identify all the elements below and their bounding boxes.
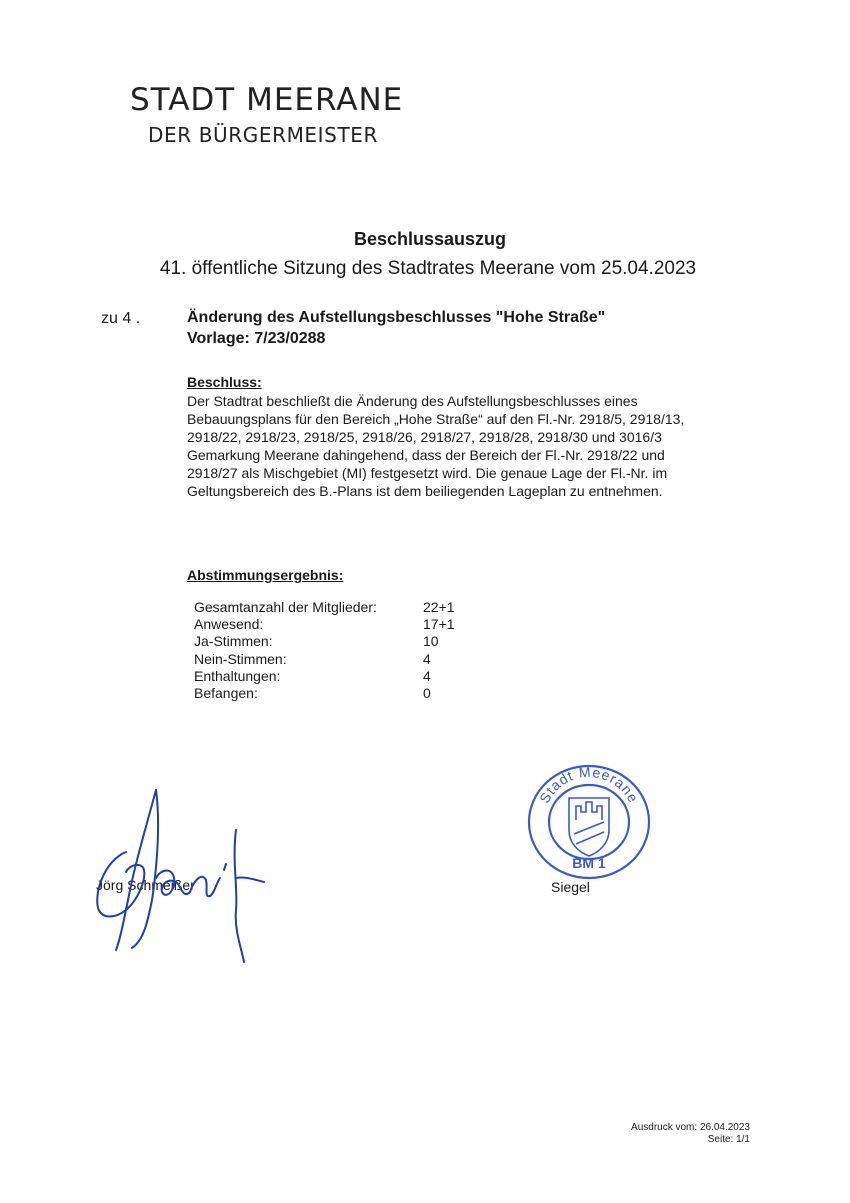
handwritten-signature xyxy=(86,780,286,980)
agenda-item-number: zu 4 . xyxy=(101,310,141,327)
office-subheading: DER BÜRGERMEISTER xyxy=(148,123,379,147)
resolution-line: Der Stadtrat beschließt die Änderung des Aufstellungsbeschlusses eines xyxy=(187,393,638,409)
print-date: Ausdruck vom: 26.04.2023 xyxy=(631,1122,750,1133)
vote-row-present xyxy=(194,616,455,633)
vote-heading: Abstimmungsergebnis: xyxy=(187,567,344,583)
seal-label: Siegel xyxy=(551,879,590,895)
vote-value: 22+1 xyxy=(423,599,455,615)
resolution-line: 2918/27 als Mischgebiet (MI) festgesetzt wird. Die genaue Lage der Fl.-Nr. im xyxy=(187,465,668,481)
resolution-line: Bebauungsplans für den Bereich „Hohe Straße“ auf den Fl.-Nr. 2918/5, 2918/13, xyxy=(187,411,685,427)
resolution-line: Gemarkung Meerane dahingehend, dass der Bereich der Fl.-Nr. 2918/22 und xyxy=(187,447,665,463)
agenda-item-title: Änderung des Aufstellungsbeschlusses "Hohe Straße" xyxy=(187,309,606,326)
seal-text-bottom: BM 1 xyxy=(572,855,606,871)
vote-label: Gesamtanzahl der Mitglieder: xyxy=(194,599,377,615)
official-seal xyxy=(524,760,654,885)
vote-row-abstain xyxy=(194,668,455,685)
vote-label: Enthaltungen: xyxy=(194,667,281,684)
resolution-line: 2918/22, 2918/23, 2918/25, 2918/26, 2918/27, 2918/28, 2918/30 und 3016/3 xyxy=(187,429,662,445)
vote-row-biased xyxy=(194,685,455,702)
resolution-line: Geltungsbereich des B.-Plans ist dem beiliegenden Lageplan zu entnehmen. xyxy=(187,483,663,499)
vote-row-no xyxy=(194,651,455,668)
agenda-item-vorlage: Vorlage: 7/23/0288 xyxy=(187,330,326,347)
vote-row-members xyxy=(194,599,455,616)
resolution-heading: Beschluss: xyxy=(187,374,262,390)
vote-label: Anwesend: xyxy=(194,616,264,633)
page-number: Seite: 1/1 xyxy=(707,1134,750,1145)
signatory-name: Jörg Schmeißer xyxy=(96,877,195,893)
document-title: Beschlussauszug xyxy=(353,229,507,249)
vote-row-yes xyxy=(194,633,455,650)
vote-table xyxy=(194,599,455,702)
vote-value: 4 xyxy=(423,650,431,667)
vote-value: 10 xyxy=(423,633,439,650)
seal-text-top: Stadt Meerane xyxy=(536,763,643,806)
city-heading: STADT MEERANE xyxy=(130,82,404,118)
vote-label: Nein-Stimmen: xyxy=(194,650,287,667)
vote-value: 17+1 xyxy=(423,616,455,633)
vote-label: Ja-Stimmen: xyxy=(194,633,273,650)
resolution-text xyxy=(187,392,787,500)
vote-value: 4 xyxy=(423,667,431,684)
vote-value: 0 xyxy=(423,685,431,702)
session-line: 41. öffentliche Sitzung des Stadtrates Meerane vom 25.04.2023 xyxy=(159,258,697,279)
vote-label: Befangen: xyxy=(194,685,258,702)
